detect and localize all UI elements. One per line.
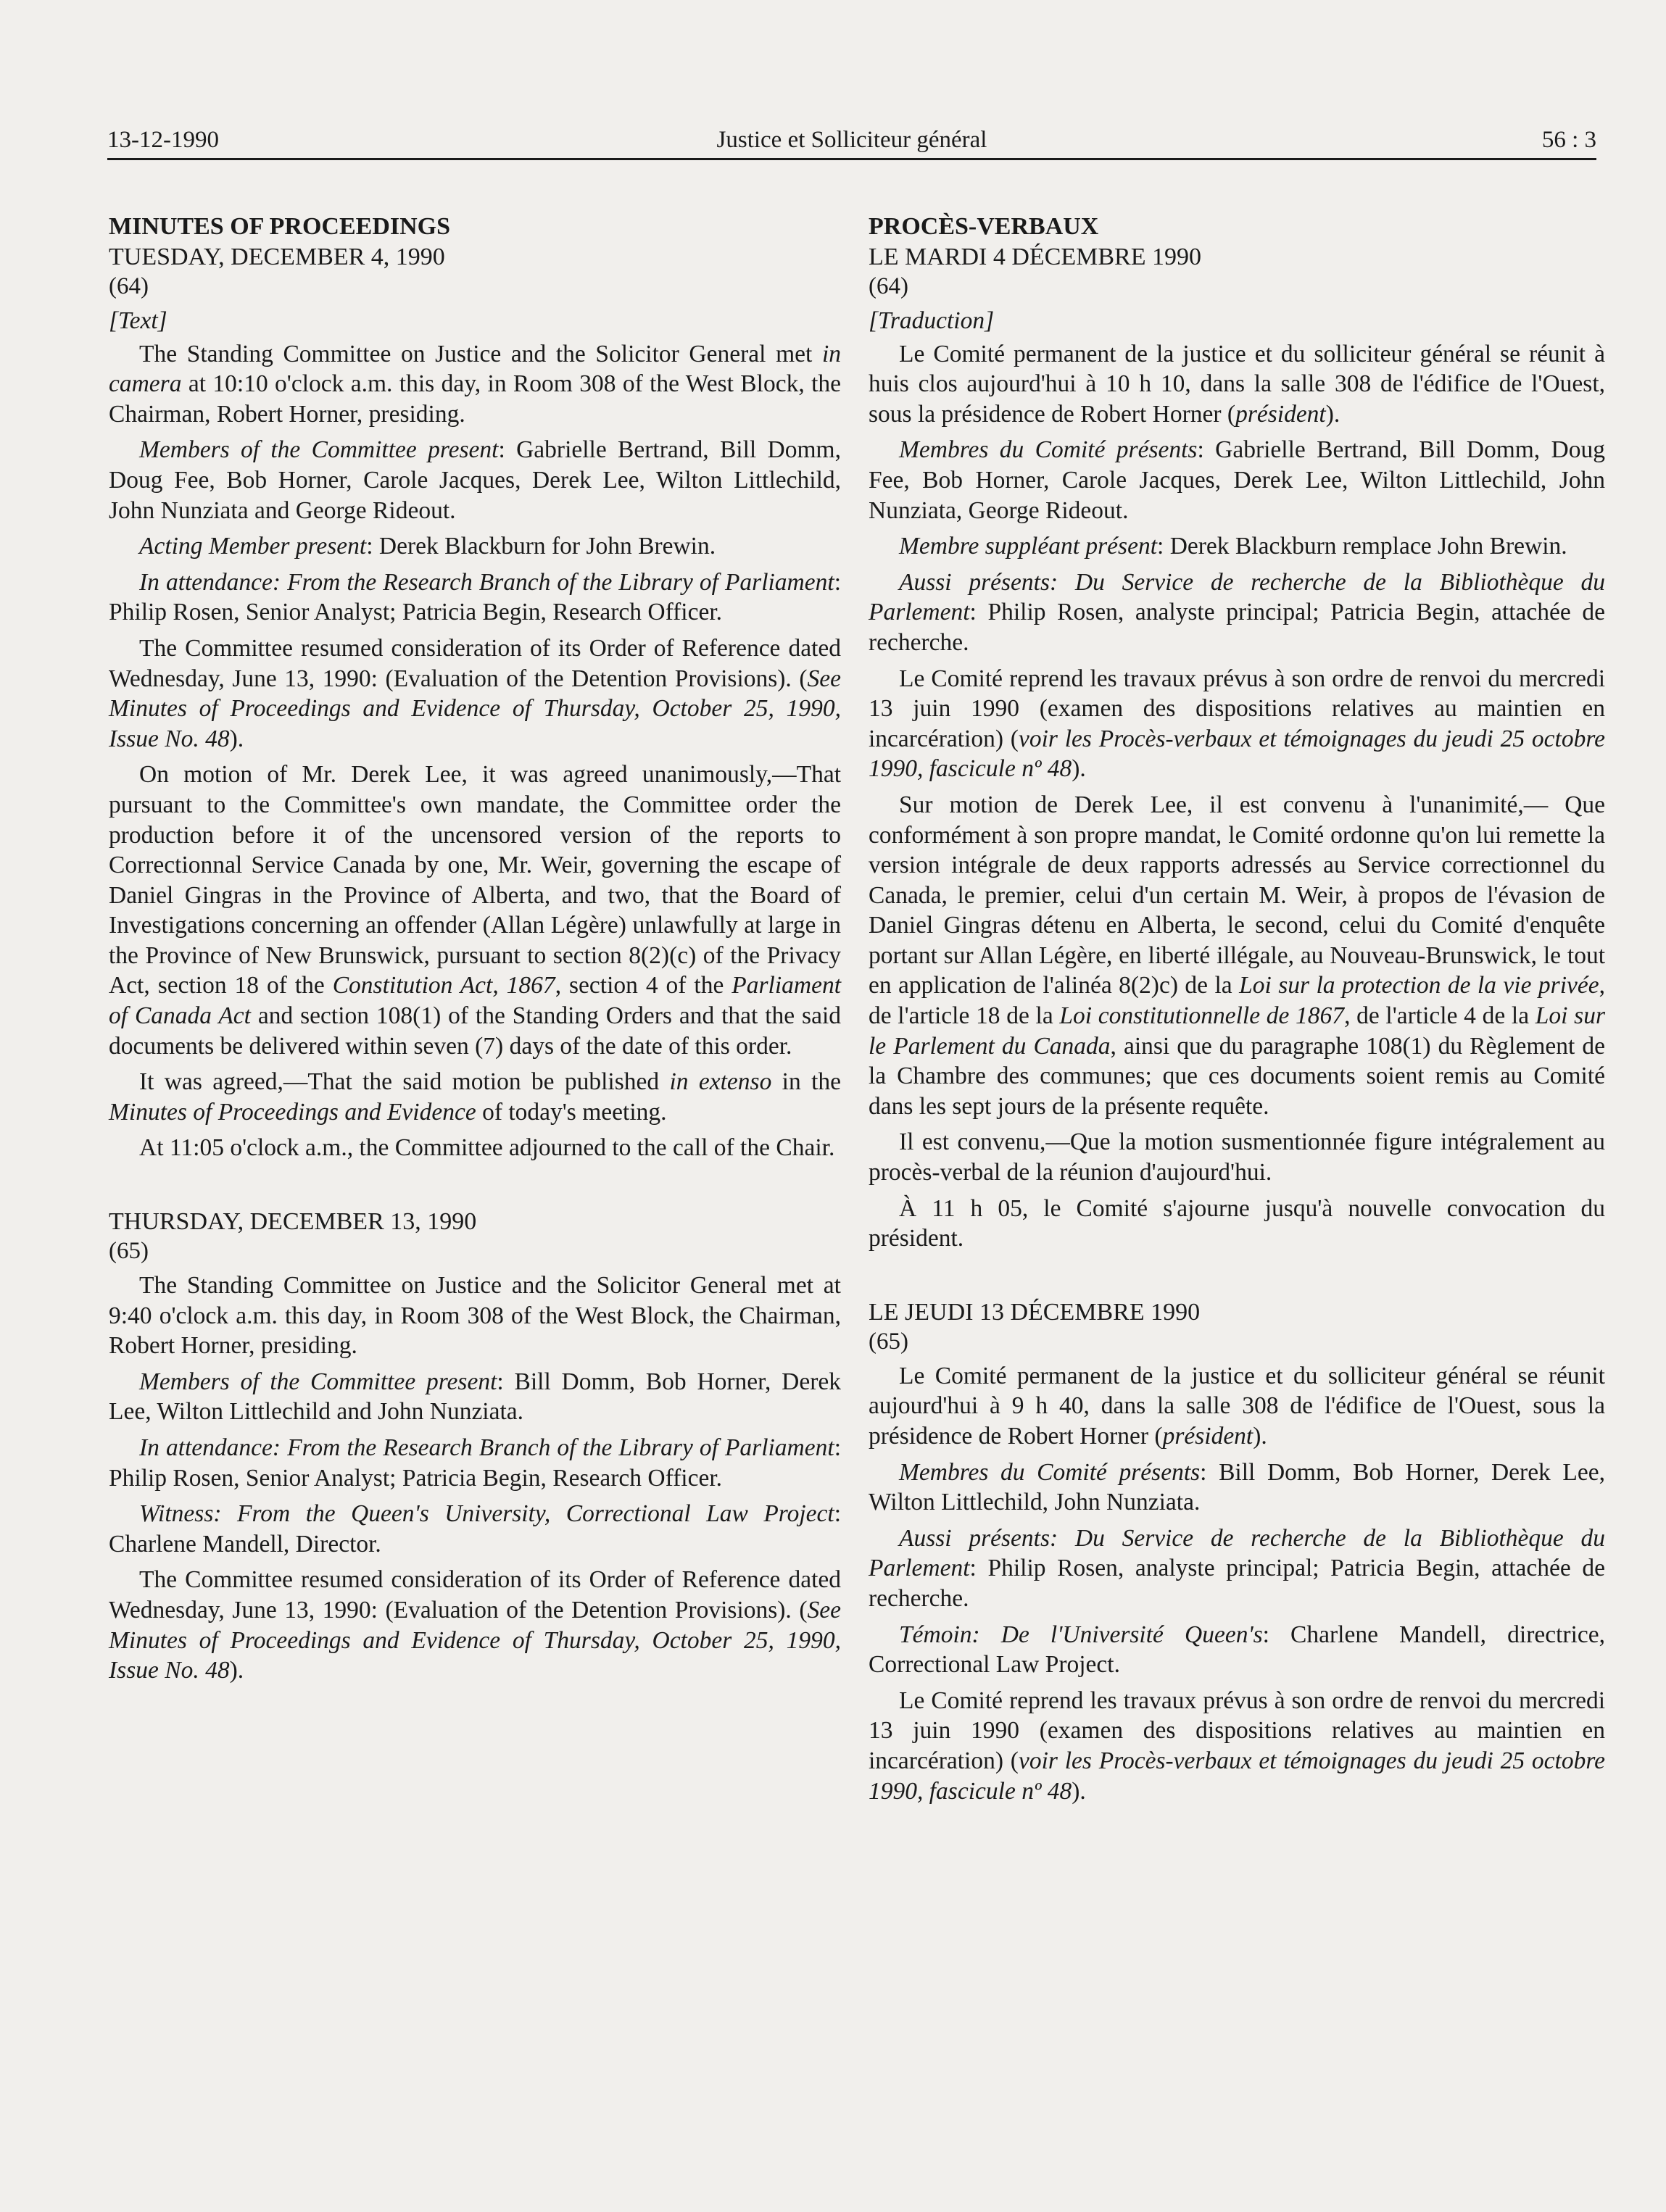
meeting-number: (65) [869, 1328, 908, 1355]
motion-paragraph: Sur motion de Derek Lee, il est convenu à l'unanimité,— Que conformément à son propre mandat, le Comité ordonne qu'on lui remette la version intégrale de deux rapports adressés au Service correctionnel du Canada, le premier, celui d'un certain M. Weir, à propos de l'évasion de Daniel Gingras détenu en Alberta, le second, celui du Comité d'enquête portant sur Allan Légère, en liberté illégale, au Nouveau-Brunswick, le tout en application de l'alinéa 8(2)c) de la Loi sur la protection de la vie privée, de l'article 18 de la Loi constitutionnelle de 1867, de l'article 4 de la Loi sur le Parlement du Canada, ainsi que du paragraphe 108(1) du Règlement de la Chambre des communes; que ces documents soient remis au Comité dans les sept jours de la présente requête. [869, 791, 1605, 1120]
adjournment: À 11 h 05, le Comité s'ajourne jusqu'à nouvelle convocation du président. [869, 1194, 1605, 1252]
header-title: Justice et Solliciteur général [716, 127, 987, 153]
opening-paragraph: Le Comité permanent de la justice et du solliciteur général se réunit aujourd'hui à 9 h 40, dans la salle 308 de l'édifice de l'Ouest, sous la présidence de Robert Horner (président). [869, 1362, 1605, 1450]
meeting-number: (64) [109, 273, 149, 299]
header-date: 13-12-1990 [107, 127, 219, 153]
acting-member: Membre suppléant présent: Derek Blackburn remplace John Brewin. [899, 533, 1567, 560]
meeting-number: (64) [869, 273, 908, 299]
text-tag: [Text] [109, 307, 167, 334]
order-of-reference: The Committee resumed consideration of its Order of Reference dated Wednesday, June 13, 1990: (Evaluation of the Detention Provisions). (See Minutes of Proceedings and Evidence of Thursday, October 25, 1990, Issue No. 48). [109, 1566, 841, 1684]
minutes-heading: MINUTES OF PROCEEDINGS [109, 213, 451, 240]
members-present: Members of the Committee present: Gabrielle Bertrand, Bill Domm, Doug Fee, Bob Horner, Carole Jacques, Derek Lee, Wilton Littlechild, John Nunziata and George Rideout. [109, 436, 841, 524]
english-column [109, 212, 841, 1692]
agreed-paragraph: It was agreed,—That the said motion be published in extenso in the Minutes of Proceedings and Evidence of today's meeting. [109, 1068, 842, 1126]
in-attendance: In attendance: From the Research Branch of the Library of Parliament: Philip Rosen, Senior Analyst; Patricia Begin, Research Officer. [109, 1434, 841, 1492]
adjournment: At 11:05 o'clock a.m., the Committee adjourned to the call of the Chair. [139, 1134, 835, 1162]
meeting-date: TUESDAY, DECEMBER 4, 1990 [109, 244, 445, 270]
meeting-date: THURSDAY, DECEMBER 13, 1990 [109, 1208, 477, 1236]
order-of-reference: Le Comité reprend les travaux prévus à son ordre de renvoi du mercredi 13 juin 1990 (examen des dispositions relatives au maintien en incarcération) (voir les Procès-verbaux et témoignages du jeudi 25 octobre 1990, fascicule nº 48). [869, 1687, 1605, 1805]
acting-member: Acting Member present: Derek Blackburn for John Brewin. [139, 533, 716, 560]
witness: Témoin: De l'Université Queen's: Charlene Mandell, directrice, Correctional Law Project. [869, 1621, 1605, 1679]
proces-verbaux-heading: PROCÈS-VERBAUX [869, 213, 1099, 240]
opening-paragraph: The Standing Committee on Justice and the Solicitor General met at 9:40 o'clock a.m. this day, in Room 308 of the West Block, the Chairman, Robert Horner, presiding. [109, 1272, 841, 1360]
agreed-paragraph: Il est convenu,—Que la motion susmentionnée figure intégralement au procès-verbal de la réunion d'aujourd'hui. [869, 1128, 1605, 1186]
meeting-number: (65) [109, 1238, 149, 1265]
meeting-date: LE MARDI 4 DÉCEMBRE 1990 [869, 244, 1201, 270]
page-header [107, 122, 1596, 160]
witness: Witness: From the Queen's University, Correctional Law Project: Charlene Mandell, Director. [109, 1500, 841, 1558]
in-attendance: Aussi présents: Du Service de recherche de la Bibliothèque du Parlement: Philip Rosen, analyste principal; Patricia Begin, attachée de recherche. [869, 568, 1606, 656]
members-present: Membres du Comité présents: Gabrielle Bertrand, Bill Domm, Doug Fee, Bob Horner, Carole Jacques, Derek Lee, Wilton Littlechild, John Nunziata, George Rideout. [869, 436, 1605, 524]
in-attendance: Aussi présents: Du Service de recherche de la Bibliothèque du Parlement: Philip Rosen, analyste principal; Patricia Begin, attachée de recherche. [869, 1524, 1606, 1612]
french-column [869, 212, 1605, 1812]
opening-paragraph: Le Comité permanent de la justice et du solliciteur général se réunit à huis clos aujourd'hui à 10 h 10, dans la salle 308 de l'édifice de l'Ouest, sous la présidence de Robert Horner (président). [869, 340, 1605, 428]
order-of-reference: Le Comité reprend les travaux prévus à son ordre de renvoi du mercredi 13 juin 1990 (examen des dispositions relatives au maintien en incarcération) (voir les Procès-verbaux et témoignages du jeudi 25 octobre 1990, fascicule nº 48). [869, 665, 1605, 783]
meeting-date: LE JEUDI 13 DÉCEMBRE 1990 [869, 1298, 1201, 1326]
translation-tag: [Traduction] [869, 307, 995, 334]
in-attendance: In attendance: From the Research Branch of the Library of Parliament: Philip Rosen, Senior Analyst; Patricia Begin, Research Officer. [109, 568, 841, 626]
members-present: Membres du Comité présents: Bill Domm, Bob Horner, Derek Lee, Wilton Littlechild, John Nunziata. [869, 1458, 1605, 1516]
motion-paragraph: On motion of Mr. Derek Lee, it was agreed unanimously,—That pursuant to the Committee's own mandate, the Committee order the production before it of the uncensored version of the reports to Correctionnal Service Canada by one, Mr. Weir, governing the escape of Daniel Gingras in the Province of Alberta, and two, that the Board of Investigations concerning an offender (Allan Légère) unlawfully at large in the Province of New Brunswick, pursuant to section 8(2)(c) of the Privacy Act, section 18 of the Constitution Act, 1867, section 4 of the Parliament of Canada Act and section 108(1) of the Standing Orders and that the said documents be delivered within seven (7) days of the date of this order. [109, 761, 842, 1060]
order-of-reference: The Committee resumed consideration of its Order of Reference dated Wednesday, June 13, 1990: (Evaluation of the Detention Provisions). (See Minutes of Proceedings and Evidence of Thursday, October 25, 1990, Issue No. 48). [109, 634, 841, 752]
members-present: Members of the Committee present: Bill Domm, Bob Horner, Derek Lee, Wilton Littlechild and John Nunziata. [109, 1368, 841, 1426]
header-page-number: 56 : 3 [1541, 127, 1596, 153]
opening-paragraph: The Standing Committee on Justice and the Solicitor General met in camera at 10:10 o'clock a.m. this day, in Room 308 of the West Block, the Chairman, Robert Horner, presiding. [109, 340, 841, 428]
